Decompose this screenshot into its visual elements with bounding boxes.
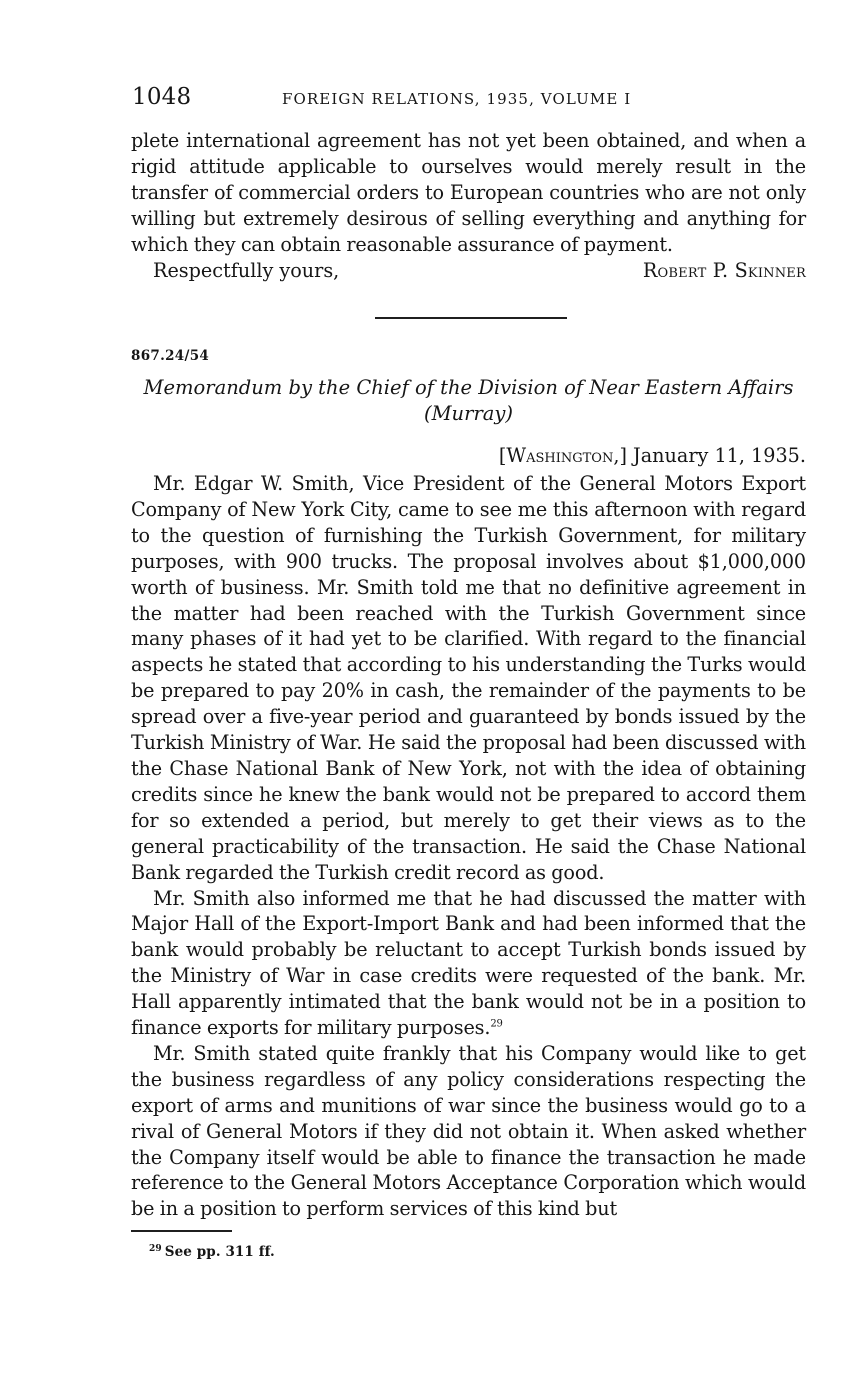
dateline [499, 443, 806, 469]
footnote-reference: 29 [490, 1018, 503, 1030]
memo-body [131, 471, 806, 1222]
footnote [149, 1242, 275, 1262]
file-number: 867.24/54 [131, 348, 210, 364]
signature: Robert P. Skinner [642, 259, 806, 282]
body-paragraph-1: Mr. Edgar W. Smith, Vice President of the General Motors Export Company of New York City, came to see me this afternoon with regard to the question of furnishing the Turkish Government, for military purposes, with 900 trucks. The proposal involves about $1,000,000 worth of business. Mr. Smith told me that no definitive agreement in the matter had been reached with the Turkish Government since many phases of it had yet to be clarified. With regard to the financial aspects he stated that according to his understanding the Turks would be prepared to pay 20% in cash, the remainder of the payments to be spread over a five-year period and guaranteed by bonds issued by the Turkish Ministry of War. He said the proposal had been discussed with the Chase National Bank of New York, not with the idea of obtaining credits since he knew the bank would not be prepared to accord them for so extended a period, but merely to get their views as to the general practicability of the transaction. He said the Chase National Bank regarded the Turkish credit record as good. [131, 472, 806, 884]
body-paragraph-2 [131, 886, 806, 1041]
dateline-place: [Washington,] [498, 444, 627, 467]
footnote-rule [131, 1230, 232, 1232]
dateline-date: January 11, 1935. [633, 444, 806, 467]
document-title-line-2: (Murray) [423, 402, 514, 425]
footnote-text: See pp. 311 ff. [164, 1244, 275, 1260]
body-paragraph-2-text: Mr. Smith also informed me that he had discussed the matter with Major Hall of the Export-Import Bank and had been informed that the bank would probably be reluctant to accept Turkish bonds issued by the Ministry of War in case credits were requested of the bank. Mr. Hall apparently intimated that the bank would not be in a position to finance exports for military purposes. [131, 886, 806, 1040]
page-header [132, 82, 806, 116]
continuation-text [131, 128, 806, 258]
page-number: 1048 [132, 84, 192, 110]
letter-closing [131, 258, 806, 286]
document-title-line-1: Memorandum by the Chief of the Division of Near Eastern Affairs [143, 376, 794, 399]
section-divider [375, 317, 567, 319]
closing-salutation: Respectfully yours, [153, 259, 340, 282]
continuation-paragraph: plete international agreement has not yet been obtained, and when a rigid attitude applicable to ourselves would merely result in the transfer of commercial orders to European countries who are not only willing but extremely desirous of selling everything and anything for which they can obtain reasonable assurance of payment. [131, 129, 806, 256]
body-paragraph-3: Mr. Smith stated quite frankly that his Company would like to get the business regardless of any policy considerations respecting the export of arms and munitions of war since the business would go to a rival of General Motors if they did not obtain it. When asked whether the Company itself would be able to finance the transaction he made reference to the General Motors Acceptance Corporation which would be in a position to perform services of this kind but [131, 1041, 806, 1221]
document-title [131, 375, 806, 427]
footnote-marker: 29 [149, 1243, 162, 1254]
running-title: FOREIGN RELATIONS, 1935, VOLUME I [282, 90, 632, 108]
